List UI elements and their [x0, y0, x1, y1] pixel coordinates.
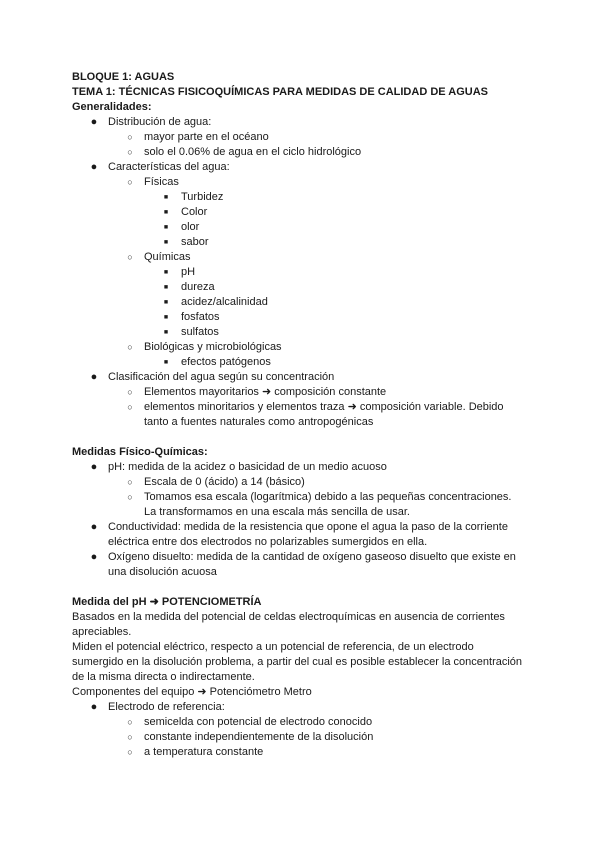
bullet-square-icon: ■ — [163, 239, 169, 246]
paragraph-line: sumergido en la disolución problema, a partir del cual es posible establecer la concentración — [72, 656, 523, 668]
document-page — [72, 70, 532, 760]
bullet-square-icon: ■ — [163, 359, 169, 366]
list-item: ■ olor — [72, 220, 532, 235]
list-item: ○ solo el 0.06% de agua en el ciclo hidrológico — [72, 145, 532, 160]
list-item-continuation: La transformamos en una escala más sencilla de usar. — [144, 506, 410, 518]
list-item-continuation: eléctrica entre dos electrodos no polarizables sumergidos en ella. — [108, 536, 428, 548]
block-title: BLOQUE 1: AGUAS — [72, 71, 175, 83]
bullet-square-icon: ■ — [163, 284, 169, 291]
paragraph-line: apreciables. — [72, 626, 132, 638]
list-item: ■ sulfatos — [72, 325, 532, 340]
topic-title: TEMA 1: TÉCNICAS FISICOQUÍMICAS PARA MEDIDAS DE CALIDAD DE AGUAS — [72, 86, 488, 98]
list-item: ■ efectos patógenos — [72, 355, 532, 370]
bullet-disc-icon: ● — [90, 161, 98, 173]
list-item: ● Electrodo de referencia: — [72, 700, 532, 715]
list-item: ○ mayor parte en el océano — [72, 130, 532, 145]
bullet-circle-icon: ○ — [127, 402, 133, 412]
list-item: ■ sabor — [72, 235, 532, 250]
bullet-circle-icon: ○ — [127, 147, 133, 157]
list-item: ○ elementos minoritarios y elementos traza ➜ composición variable. Debido — [72, 400, 532, 415]
bullet-square-icon: ■ — [163, 269, 169, 276]
list-item: ● Conductividad: medida de la resistencia que opone el agua la paso de la corriente — [72, 520, 532, 535]
bullet-square-icon: ■ — [163, 209, 169, 216]
bullet-circle-icon: ○ — [127, 252, 133, 262]
bullet-circle-icon: ○ — [127, 732, 133, 742]
list-item: ■ Color — [72, 205, 532, 220]
list-item-continuation: una disolución acuosa — [108, 566, 217, 578]
list-item-continuation: tanto a fuentes naturales como antropogénicas — [144, 416, 374, 428]
list-item: ● Oxígeno disuelto: medida de la cantidad de oxígeno gaseoso disuelto que existe en — [72, 550, 532, 565]
list-item: ○ semicelda con potencial de electrodo conocido — [72, 715, 532, 730]
section-heading-potenciometria: Medida del pH ➜ POTENCIOMETRÍA — [72, 596, 262, 608]
bullet-circle-icon: ○ — [127, 177, 133, 187]
bullet-circle-icon: ○ — [127, 387, 133, 397]
list-item: ■ acidez/alcalinidad — [72, 295, 532, 310]
paragraph-line: Basados en la medida del potencial de celdas electroquímicas en ausencia de corrientes — [72, 611, 505, 623]
bullet-disc-icon: ● — [90, 371, 98, 383]
paragraph-line: de la misma directa o indirectamente. — [72, 671, 255, 683]
bullet-square-icon: ■ — [163, 194, 169, 201]
list-item: ○ Biológicas y microbiológicas — [72, 340, 532, 355]
bullet-disc-icon: ● — [90, 551, 98, 563]
bullet-circle-icon: ○ — [127, 747, 133, 757]
bullet-circle-icon: ○ — [127, 717, 133, 727]
bullet-circle-icon: ○ — [127, 342, 133, 352]
list-item: ○ a temperatura constante — [72, 745, 532, 760]
list-item: ○ Químicas — [72, 250, 532, 265]
list-item: ○ Escala de 0 (ácido) a 14 (básico) — [72, 475, 532, 490]
bullet-disc-icon: ● — [90, 521, 98, 533]
section-heading-generalidades: Generalidades: — [72, 101, 152, 113]
list-item: ○ Tomamos esa escala (logarítmica) debido a las pequeñas concentraciones. — [72, 490, 532, 505]
list-item: ○ Elementos mayoritarios ➜ composición constante — [72, 385, 532, 400]
bullet-circle-icon: ○ — [127, 132, 133, 142]
bullet-circle-icon: ○ — [127, 492, 133, 502]
bullet-square-icon: ■ — [163, 314, 169, 321]
list-item: ● pH: medida de la acidez o basicidad de un medio acuoso — [72, 460, 532, 475]
list-item: ■ dureza — [72, 280, 532, 295]
bullet-square-icon: ■ — [163, 299, 169, 306]
bullet-square-icon: ■ — [163, 329, 169, 336]
section-heading-medidas: Medidas Físico-Químicas: — [72, 446, 208, 458]
list-item: ■ Turbidez — [72, 190, 532, 205]
bullet-disc-icon: ● — [90, 461, 98, 473]
list-item: ■ pH — [72, 265, 532, 280]
paragraph-line: Miden el potencial eléctrico, respecto a un potencial de referencia, de un electrodo — [72, 641, 474, 653]
list-item: ● Características del agua: — [72, 160, 532, 175]
bullet-disc-icon: ● — [90, 116, 98, 128]
list-item: ■ fosfatos — [72, 310, 532, 325]
list-item: ○ Físicas — [72, 175, 532, 190]
list-item: ● Distribución de agua: — [72, 115, 532, 130]
bullet-disc-icon: ● — [90, 701, 98, 713]
list-item: ○ constante independientemente de la disolución — [72, 730, 532, 745]
paragraph-line: Componentes del equipo ➜ Potenciómetro Metro — [72, 686, 312, 698]
list-item: ● Clasificación del agua según su concentración — [72, 370, 532, 385]
bullet-square-icon: ■ — [163, 224, 169, 231]
bullet-circle-icon: ○ — [127, 477, 133, 487]
